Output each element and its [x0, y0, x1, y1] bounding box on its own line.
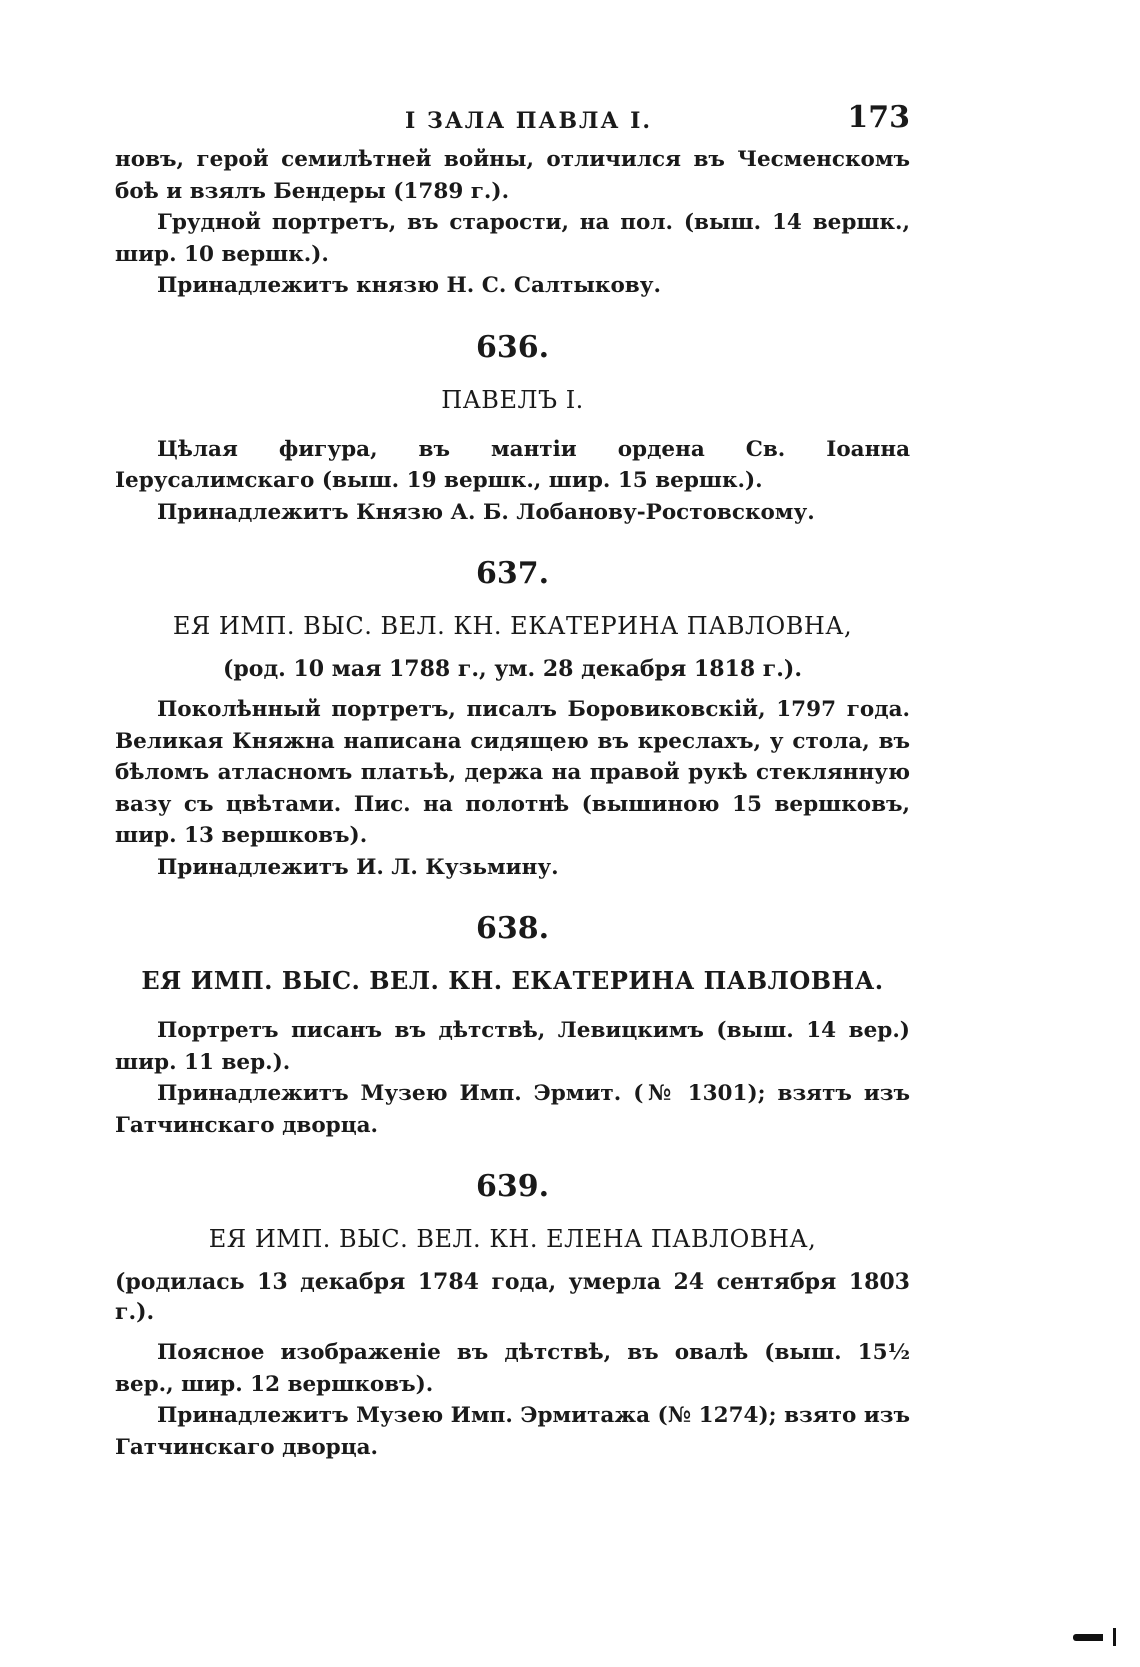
page-number: 173	[847, 100, 910, 135]
entry-subtitle: (род. 10 мая 1788 г., ум. 28 декабря 1818 г.).	[222, 656, 802, 682]
entry-title: ПАВЕЛЪ I.	[441, 385, 584, 414]
entry-number: 636.	[475, 329, 550, 365]
catalog-entry-639	[115, 1169, 910, 1463]
catalog-entry-638	[115, 911, 910, 1141]
entry-paragraph: Принадлежитъ И. Л. Кузьмину.	[157, 854, 559, 880]
entry-paragraph: Цѣлая фигура, въ мантіи ордена Св. Іоанна Іерусалимскаго (выш. 19 вершк., шир. 15 вершк.).	[115, 436, 910, 493]
entry-paragraph: Поясное изображеніе въ дѣтствѣ, въ овалѣ (выш. 15½ вер., шир. 12 вершковъ).	[115, 1340, 910, 1397]
scan-mark	[1113, 1628, 1116, 1646]
entry-number: 639.	[475, 1169, 550, 1204]
continuation-paragraph: новъ, герой семилѣтней войны, отличился въ Чесменскомъ боѣ и взялъ Бендеры (1789 г.).	[115, 147, 910, 204]
entry-title: ЕЯ ИМП. ВЫС. ВЕЛ. КН. ЕКАТЕРИНА ПАВЛОВНА,	[172, 612, 853, 640]
entry-paragraph: Принадлежитъ Музею Имп. Эрмитажа (№ 1274); взято изъ Гатчинскаго дворца.	[115, 1403, 910, 1460]
entry-title: ЕЯ ИМП. ВЫС. ВЕЛ. КН. ЕЛЕНА ПАВЛОВНА,	[208, 1225, 817, 1253]
entry-number: 637.	[475, 556, 550, 591]
book-page	[115, 100, 910, 1463]
entry-number: 638.	[475, 911, 550, 946]
entry-paragraph: Принадлежитъ Князю А. Б. Лобанову-Ростовскому.	[157, 499, 815, 525]
continuation-paragraph: Грудной портретъ, въ старости, на пол. (выш. 14 вершк., шир. 10 вершк.).	[115, 210, 910, 267]
catalog-entry-637	[115, 556, 910, 883]
catalog-entry-636	[115, 330, 910, 529]
entry-subtitle: (родилась 13 декабря 1784 года, умерла 24 сентября 1803 г.).	[115, 1269, 910, 1325]
continuation-text	[115, 144, 910, 302]
continuation-paragraph: Принадлежитъ князю Н. С. Салтыкову.	[157, 273, 661, 298]
running-title: I ЗАЛА ПАВЛА I.	[405, 108, 653, 134]
entry-paragraph: Принадлежитъ Музею Имп. Эрмит. (№ 1301); взятъ изъ Гатчинскаго дворца.	[115, 1081, 910, 1138]
running-header	[115, 100, 910, 144]
entry-title: ЕЯ ИМП. ВЫС. ВЕЛ. КН. ЕКАТЕРИНА ПАВЛОВНА.	[141, 966, 884, 995]
entry-paragraph: Поколѣнный портретъ, писалъ Боровиковскій, 1797 года. Великая Княжна написана сидящею въ креслахъ, у стола, въ бѣломъ атласномъ платьѣ, держа на правой рукѣ стеклянную вазу съ цвѣтами. Пис. на полотнѣ (вышиною 15 вершковъ, шир. 13 вершковъ).	[115, 697, 910, 848]
entry-paragraph: Портретъ писанъ въ дѣтствѣ, Левицкимъ (выш. 14 вер.) шир. 11 вер.).	[115, 1018, 910, 1075]
scan-smudge	[1073, 1634, 1103, 1641]
